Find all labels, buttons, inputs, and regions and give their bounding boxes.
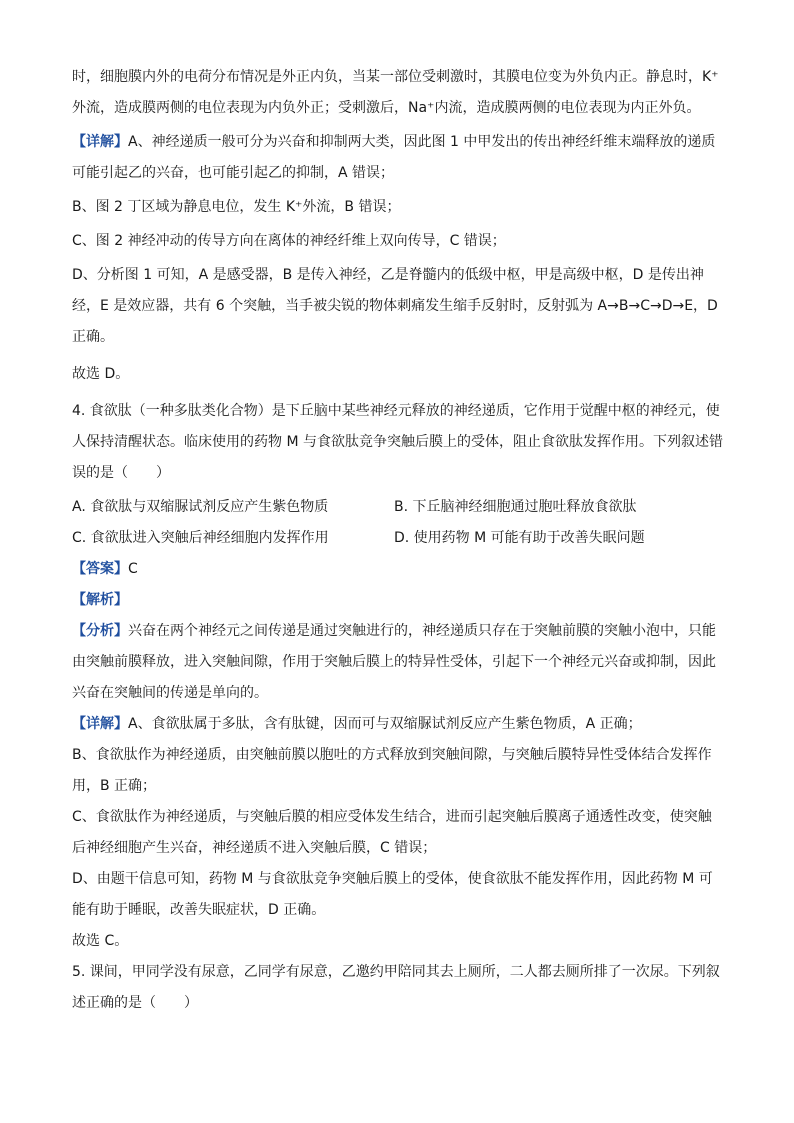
option-d: D. 使用药物 M 可能有助于改善失眠问题 xyxy=(394,530,645,546)
detail2-paragraph-d: D、由题干信息可知，药物 M 与食欲肽竞争突触后膜上的受体，使食欲肽不能发挥作用，因此药物 M 可能有助于睡眠，改善失眠症状，D 正确。 xyxy=(72,871,713,918)
answer-line xyxy=(72,554,724,585)
detail2-paragraph-a xyxy=(72,709,724,740)
analysis-paragraph xyxy=(72,616,724,709)
detail-paragraph-a xyxy=(72,127,724,189)
detail-tag: 【详解】 xyxy=(72,134,128,150)
detail2-paragraph-c: C、食欲肽作为神经递质，与突触后膜的相应受体发生结合，进而引起突触后膜离子通透性改变，使突触后神经细胞产生兴奋，神经递质不进入突触后膜，C 错误； xyxy=(72,809,712,856)
detail2-tag: 【详解】 xyxy=(72,716,128,732)
analysis-tag: 【解析】 xyxy=(72,592,128,608)
choice-line-q4: 故选 C。 xyxy=(72,933,129,949)
detail-paragraph-c: C、图 2 神经冲动的传导方向在离体的神经纤维上双向传导，C 错误； xyxy=(72,233,506,249)
option-c: C. 食欲肽进入突触后神经细胞内发挥作用 xyxy=(72,530,329,546)
detail-paragraph-d: D、分析图 1 可知，A 是感受器，B 是传入神经，乙是脊髓内的低级中枢，甲是高级中枢，D 是传出神经，E 是效应器，共有 6 个突触，当手被尖锐的物体刺痛发生缩手反射时，反射弧为 A→B→C→D→E，D 正确。 xyxy=(72,267,718,345)
answer-tag: 【答案】 xyxy=(72,561,128,577)
analysis-heading xyxy=(72,585,724,616)
detail-paragraph-b: B、图 2 丁区域为静息电位，发生 K⁺外流，B 错误； xyxy=(72,199,401,215)
option-a: A. 食欲肽与双缩脲试剂反应产生紫色物质 xyxy=(72,499,329,515)
detail2-paragraph-b: B、食欲肽作为神经递质，由突触前膜以胞吐的方式释放到突触间隙，与突触后膜特异性受体结合发挥作用，B 正确； xyxy=(72,747,712,794)
detail2-text-a: A、食欲肽属于多肽，含有肽键，因而可与双缩脲试剂反应产生紫色物质，A 正确； xyxy=(128,716,642,732)
analysis-sub-tag: 【分析】 xyxy=(72,623,128,639)
detail-text-a: A、神经递质一般可分为兴奋和抑制两大类，因此图 1 中甲发出的传出神经纤维末端释放的递质可能引起乙的兴奋，也可能引起乙的抑制，A 错误； xyxy=(72,134,716,181)
question-5: 5. 课间，甲同学没有尿意，乙同学有尿意，乙邀约甲陪同其去上厕所，二人都去厕所排了一次尿。下列叙述正确的是（ ） xyxy=(72,964,720,1011)
option-b: B. 下丘脑神经细胞通过胞吐释放食欲肽 xyxy=(394,499,637,515)
question-4: 4. 食欲肽（一种多肽类化合物）是下丘脑中某些神经元释放的神经递质，它作用于觉醒中枢的神经元，使人保持清醒状态。临床使用的药物 M 与食欲肽竞争突触后膜上的受体，阻止食欲肽发挥作用。下列叙述错误的是（ ） xyxy=(72,403,723,481)
analysis-text: 兴奋在两个神经元之间传递是通过突触进行的，神经递质只存在于突触前膜的突触小泡中，只能由突触前膜释放，进入突触间隙，作用于突触后膜上的特异性受体，引起下一个神经元兴奋或抑制，因此兴奋在突触间的传递是单向的。 xyxy=(72,623,716,701)
document-page xyxy=(72,62,724,1019)
paragraph-intro: 时，细胞膜内外的电荷分布情况是外正内负，当某一部位受刺激时，其膜电位变为外负内正。静息时，K⁺外流，造成膜两侧的电位表现为内负外正；受刺激后，Na⁺内流，造成膜两侧的电位表现为内正外负。 xyxy=(72,69,719,116)
choice-line-q3: 故选 D。 xyxy=(72,366,130,382)
question-4-options xyxy=(72,492,724,554)
answer-value: C xyxy=(128,561,138,577)
